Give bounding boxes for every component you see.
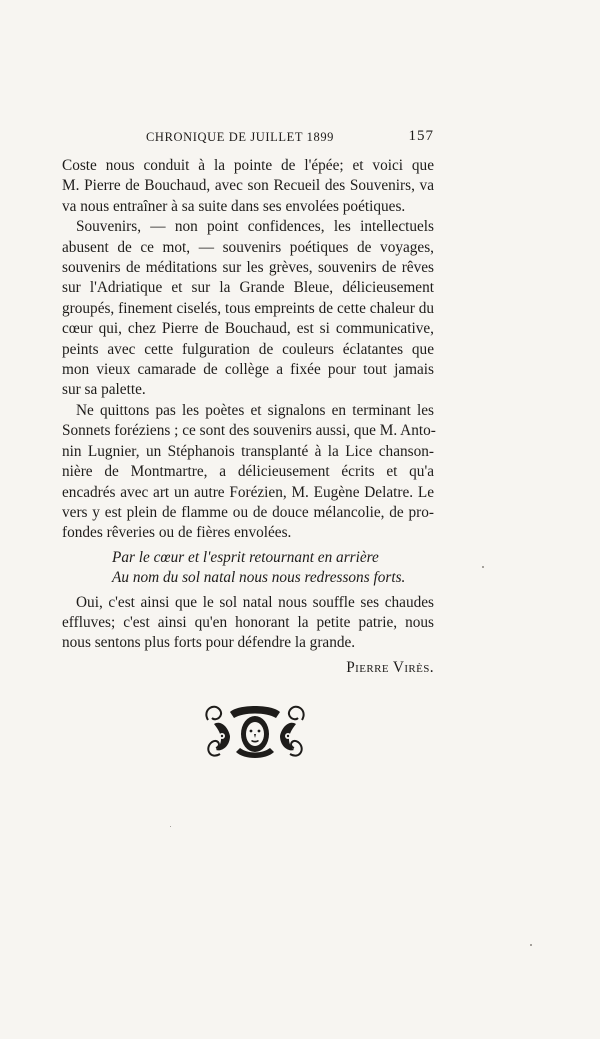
paper-speck xyxy=(170,826,171,827)
text-line: peints avec cette fulguration de couleurs éclatantes que xyxy=(62,340,434,358)
text-line: M. Pierre de Bouchaud, avec son Recueil des Souvenirs, va xyxy=(62,177,434,195)
text-line: encadrés avec art un autre Forézien, M. Eugène Delatre. Le xyxy=(62,483,434,501)
text-line: Coste nous conduit à la pointe de l'épée; et voici que xyxy=(62,157,434,174)
text-line: Ne quittons pas les poètes et signalons en terminant les xyxy=(76,401,434,419)
verse-line: Par le cœur et l'esprit retournant en arrière xyxy=(112,548,379,566)
text-line: abusent de ce mot, — souvenirs poétiques de voyages, xyxy=(62,238,434,256)
text-line: groupés, finement ciselés, tous empreints de cette chaleur du xyxy=(62,299,434,317)
paper-speck xyxy=(530,944,532,946)
chapter-title: CHRONIQUE DE JUILLET 1899 xyxy=(146,130,335,144)
text-line: sur sa palette. xyxy=(62,381,146,399)
text-line: Oui, c'est ainsi que le sol natal nous souffle ses chaudes xyxy=(76,593,434,611)
paper-speck xyxy=(482,566,484,568)
verse-quotation xyxy=(112,548,434,589)
text-line: cœur qui, chez Pierre de Bouchaud, est si communicative, xyxy=(62,320,434,338)
text-line: Sonnets foréziens ; ce sont des souvenirs aussi, que M. Anto- xyxy=(62,422,436,440)
page-number: 157 xyxy=(408,128,434,144)
verse-line: Au nom du sol natal nous nous redressons forts. xyxy=(112,569,406,587)
text-line: Souvenirs, — non point confidences, les intellectuels xyxy=(76,218,434,236)
paragraph-3 xyxy=(62,401,434,544)
text-line: nous sentons plus forts pour défendre la grande. xyxy=(62,634,356,652)
author-signature: Pierre Virès. xyxy=(346,658,434,676)
body-text xyxy=(62,156,434,678)
text-line: effluves; c'est ainsi qu'en honorant la petite patrie, nous xyxy=(62,613,434,631)
text-line: va nous entraîner à sa suite dans ses envolées poétiques. xyxy=(62,197,406,215)
text-line: mon vieux camarade de collège a fixée pour tout jamais xyxy=(62,361,434,379)
text-line: fondes rêveries ou de fières envolées. xyxy=(62,524,292,542)
paragraph-2 xyxy=(62,217,434,401)
text-line: nière de Montmartre, a délicieusement écrits et qu'a xyxy=(62,463,434,481)
text-line: sur l'Adriatique et sur la Grande Bleue, délicieusement xyxy=(62,279,434,297)
text-line: vers y est plein de flamme ou de douce mélancolie, de pro- xyxy=(62,503,434,521)
text-line: nin Lugnier, un Stéphanois transplanté à la Lice chanson- xyxy=(62,442,434,460)
ornamental-vignette xyxy=(200,700,310,764)
paragraph-1 xyxy=(62,156,434,217)
closing-paragraph xyxy=(62,593,434,654)
text-line: souvenirs de méditations sur les grèves, souvenirs de rêves xyxy=(62,259,434,277)
